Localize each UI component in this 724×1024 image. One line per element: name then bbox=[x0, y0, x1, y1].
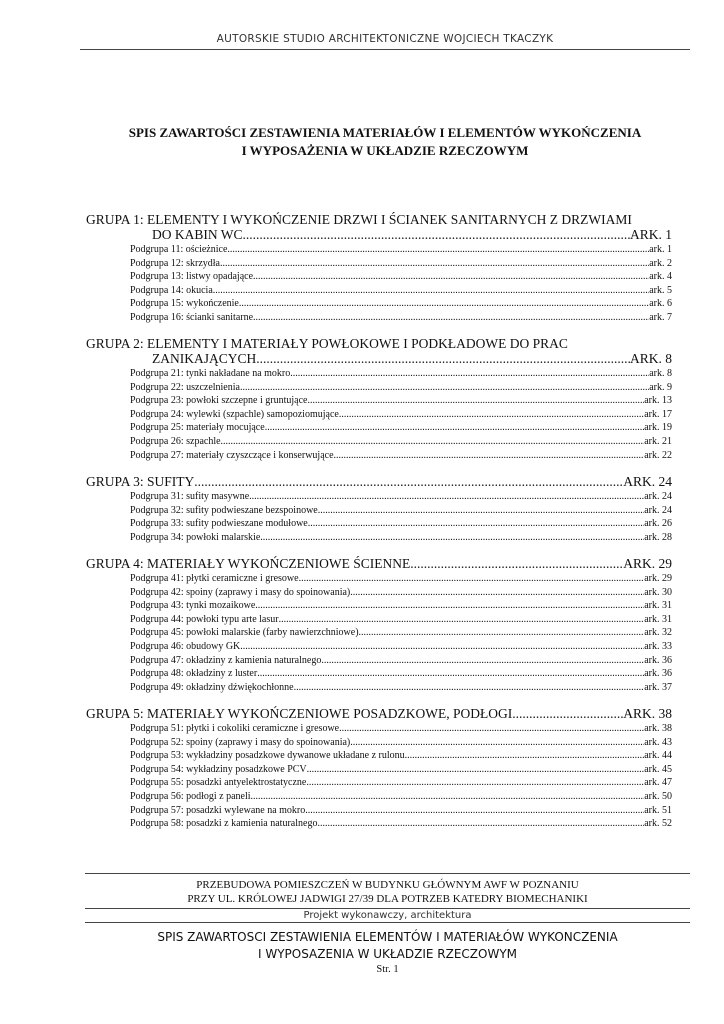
subgroup-row bbox=[86, 586, 672, 600]
project-name bbox=[85, 874, 690, 908]
subgroup-list bbox=[86, 572, 672, 694]
dot-leader bbox=[299, 572, 645, 586]
group-page-ref: ARK. 38 bbox=[623, 706, 672, 722]
group-heading bbox=[86, 336, 672, 351]
group-heading-text: GRUPA 3: SUFITY bbox=[86, 474, 195, 490]
group-page-ref: ARK. 24 bbox=[623, 474, 672, 490]
subgroup-label: Podgrupa 22: uszczelnienia bbox=[130, 381, 240, 393]
dot-leader bbox=[239, 297, 649, 311]
group-heading-text: ZANIKAJĄCYCH bbox=[152, 351, 257, 367]
dot-leader bbox=[321, 654, 644, 668]
subgroup-page-ref: ark. 24 bbox=[644, 504, 672, 516]
subgroup-label: Podgrupa 53: wykładziny posadzkowe dywanowe układane z rulonu bbox=[130, 750, 405, 762]
studio-header: AUTORSKIE STUDIO ARCHITEKTONICZNE WOJCIECH TKACZYK bbox=[216, 33, 554, 45]
dot-leader bbox=[260, 531, 644, 545]
subgroup-row bbox=[86, 449, 672, 463]
dot-leader bbox=[339, 408, 644, 422]
subgroup-row bbox=[86, 394, 672, 408]
subgroup-label: Podgrupa 44: powłoki typu arte lasur bbox=[130, 613, 279, 625]
subgroup-row bbox=[86, 626, 672, 640]
dot-leader bbox=[240, 381, 649, 395]
subgroup-page-ref: ark. 37 bbox=[644, 681, 672, 693]
subgroup-row bbox=[86, 599, 672, 613]
subgroup-page-ref: ark. 24 bbox=[644, 491, 672, 503]
subgroup-page-ref: ark. 36 bbox=[644, 654, 672, 666]
dot-leader bbox=[257, 667, 644, 681]
subgroup-label: Podgrupa 27: materiały czyszczące i konserwujące bbox=[130, 449, 334, 461]
subgroup-label: Podgrupa 13: listwy opadające bbox=[130, 271, 254, 283]
subgroup-row bbox=[86, 572, 672, 586]
group-heading-text: GRUPA 1: ELEMENTY I WYKOŃCZENIE DRZWI I ŚCIANEK SANITARNYCH Z DRZWIAMI bbox=[86, 212, 632, 227]
subgroup-page-ref: ark. 32 bbox=[644, 627, 672, 639]
group-heading bbox=[86, 212, 672, 227]
subgroup-page-ref: ark. 30 bbox=[644, 586, 672, 598]
dot-leader bbox=[279, 613, 645, 627]
subgroup-label: Podgrupa 48: okładziny z luster bbox=[130, 668, 258, 680]
dot-leader bbox=[350, 586, 644, 600]
group-heading bbox=[86, 474, 672, 489]
subgroup-page-ref: ark. 1 bbox=[649, 244, 672, 255]
dot-leader bbox=[410, 556, 623, 571]
subgroup-label: Podgrupa 26: szpachle bbox=[130, 436, 221, 448]
dot-leader bbox=[213, 284, 649, 298]
dot-leader bbox=[339, 722, 644, 736]
drawing-title-line-2: I WYPOSAZENIA W UKŁADZIE RZECZOWYM bbox=[257, 947, 518, 961]
dot-leader bbox=[256, 351, 630, 366]
dot-leader bbox=[308, 517, 644, 531]
subgroup-page-ref: ark. 5 bbox=[649, 284, 672, 296]
subgroup-list bbox=[86, 243, 672, 324]
title-block bbox=[85, 873, 690, 976]
dot-leader bbox=[253, 311, 649, 325]
subgroup-label: Podgrupa 24: wylewki (szpachle) samopoziomujące bbox=[130, 408, 339, 420]
table-of-contents bbox=[86, 212, 672, 843]
subgroup-row bbox=[86, 654, 672, 668]
subgroup-row bbox=[86, 817, 672, 831]
subgroup-row bbox=[86, 243, 672, 257]
subgroup-list bbox=[86, 722, 672, 830]
group-heading-continuation bbox=[86, 227, 672, 242]
subgroup-page-ref: ark. 8 bbox=[649, 368, 672, 380]
subgroup-row bbox=[86, 257, 672, 271]
dot-leader bbox=[317, 817, 644, 831]
subgroup-page-ref: ark. 44 bbox=[644, 750, 672, 762]
group-heading-text: GRUPA 4: MATERIAŁY WYKOŃCZENIOWE ŚCIENNE bbox=[86, 556, 411, 572]
subgroup-label: Podgrupa 56: podłogi z paneli bbox=[130, 790, 251, 802]
dot-leader bbox=[221, 435, 645, 449]
dot-leader bbox=[194, 474, 623, 489]
header-divider bbox=[80, 49, 690, 50]
subgroup-row bbox=[86, 790, 672, 804]
dot-leader bbox=[220, 257, 649, 271]
toc-group bbox=[86, 474, 672, 544]
subgroup-row bbox=[86, 270, 672, 284]
subgroup-row bbox=[86, 531, 672, 545]
subgroup-page-ref: ark. 52 bbox=[644, 818, 672, 830]
dot-leader bbox=[334, 449, 645, 463]
dot-leader bbox=[255, 599, 644, 613]
dot-leader bbox=[350, 736, 644, 750]
subgroup-row bbox=[86, 517, 672, 531]
subgroup-label: Podgrupa 12: skrzydła bbox=[130, 257, 220, 269]
dot-leader bbox=[243, 227, 630, 242]
subgroup-row bbox=[86, 284, 672, 298]
subgroup-label: Podgrupa 58: posadzki z kamienia naturalnego bbox=[130, 818, 318, 830]
dot-leader bbox=[240, 640, 644, 654]
subgroup-row bbox=[86, 736, 672, 750]
subgroup-page-ref: ark. 45 bbox=[644, 763, 672, 775]
subgroup-label: Podgrupa 32: sufity podwieszane bezspoinowe bbox=[130, 504, 318, 516]
dot-leader bbox=[253, 270, 649, 284]
subgroup-row bbox=[86, 613, 672, 627]
subgroup-label: Podgrupa 47: okładziny z kamienia naturalnego bbox=[130, 654, 322, 666]
subgroup-list bbox=[86, 367, 672, 462]
subgroup-label: Podgrupa 55: posadzki antyelektrostatyczne bbox=[130, 777, 307, 789]
subgroup-label: Podgrupa 15: wykończenie bbox=[130, 298, 239, 310]
subgroup-page-ref: ark. 47 bbox=[644, 777, 672, 789]
subgroup-page-ref: ark. 28 bbox=[644, 531, 672, 543]
group-heading-text: GRUPA 2: ELEMENTY I MATERIAŁY POWŁOKOWE I PODKŁADOWE DO PRAC bbox=[86, 336, 568, 352]
subgroup-row bbox=[86, 681, 672, 695]
subgroup-page-ref: ark. 51 bbox=[644, 804, 672, 816]
dot-leader bbox=[290, 367, 649, 381]
project-name-line-2: PRZY UL. KRÓLOWEJ JADWIGI 27/39 DLA POTRZEB KATEDRY BIOMECHANIKI bbox=[187, 893, 588, 905]
group-page-ref: ARK. 1 bbox=[629, 227, 672, 242]
subgroup-row bbox=[86, 667, 672, 681]
subgroup-label: Podgrupa 14: okucia bbox=[130, 284, 213, 296]
subgroup-label: Podgrupa 33: sufity podwieszane modułowe bbox=[130, 518, 308, 530]
project-stage: Projekt wykonawczy, architektura bbox=[85, 908, 690, 923]
subgroup-page-ref: ark. 50 bbox=[644, 790, 672, 802]
subgroup-label: Podgrupa 51: płytki i cokoliki ceramiczne i gresowe bbox=[130, 723, 340, 735]
subgroup-label: Podgrupa 49: okładziny dźwiękochłonne bbox=[130, 681, 294, 693]
subgroup-row bbox=[86, 381, 672, 395]
dot-leader bbox=[306, 776, 644, 790]
subgroup-label: Podgrupa 54: wykładziny posadzkowe PCV bbox=[130, 763, 307, 775]
subgroup-page-ref: ark. 19 bbox=[644, 422, 672, 434]
toc-group bbox=[86, 212, 672, 324]
dot-leader bbox=[251, 790, 645, 804]
subgroup-label: Podgrupa 43: tynki mozaikowe bbox=[130, 600, 256, 612]
subgroup-label: Podgrupa 31: sufity masywne bbox=[130, 491, 250, 503]
project-name-line-1: PRZEBUDOWA POMIESZCZEŃ W BUDYNKU GŁÓWNYM AWF W POZNANIU bbox=[196, 879, 579, 891]
toc-group bbox=[86, 706, 672, 830]
subgroup-label: Podgrupa 41: płytki ceramiczne i gresowe bbox=[130, 573, 299, 585]
group-heading-continuation bbox=[86, 351, 672, 366]
group-heading bbox=[86, 706, 672, 721]
subgroup-label: Podgrupa 52: spoiny (zaprawy i masy do spoinowania) bbox=[130, 736, 351, 748]
subgroup-page-ref: ark. 31 bbox=[644, 600, 672, 612]
subgroup-row bbox=[86, 749, 672, 763]
subgroup-page-ref: ark. 17 bbox=[644, 408, 672, 420]
subgroup-page-ref: ark. 21 bbox=[644, 436, 672, 448]
subgroup-page-ref: ark. 2 bbox=[649, 257, 672, 269]
subgroup-label: Podgrupa 42: spoiny (zaprawy i masy do spoinowania) bbox=[130, 586, 351, 598]
subgroup-label: Podgrupa 57: posadzki wylewane na mokro bbox=[130, 804, 306, 816]
subgroup-label: Podgrupa 11: ościeżnice bbox=[130, 244, 228, 255]
dot-leader bbox=[249, 490, 644, 504]
group-page-ref: ARK. 29 bbox=[623, 556, 672, 572]
dot-leader bbox=[318, 504, 644, 518]
subgroup-row bbox=[86, 804, 672, 818]
subgroup-page-ref: ark. 29 bbox=[644, 573, 672, 585]
drawing-title bbox=[85, 929, 690, 963]
subgroup-page-ref: ark. 43 bbox=[644, 736, 672, 748]
toc-group bbox=[86, 556, 672, 694]
subgroup-page-ref: ark. 4 bbox=[649, 271, 672, 283]
subgroup-row bbox=[86, 297, 672, 311]
subgroup-label: Podgrupa 45: powłoki malarskie (farby nawierzchniowe) bbox=[130, 627, 359, 639]
subgroup-row bbox=[86, 640, 672, 654]
group-heading-text: GRUPA 5: MATERIAŁY WYKOŃCZENIOWE POSADZKOWE, PODŁOGI bbox=[86, 706, 513, 722]
subgroup-row bbox=[86, 776, 672, 790]
subgroup-page-ref: ark. 38 bbox=[644, 723, 672, 735]
subgroup-row bbox=[86, 504, 672, 518]
document-title bbox=[80, 124, 690, 160]
document-title-line-1: SPIS ZAWARTOŚCI ZESTAWIENIA MATERIAŁÓW I ELEMENTÓW WYKOŃCZENIA bbox=[128, 125, 642, 140]
subgroup-row bbox=[86, 490, 672, 504]
subgroup-page-ref: ark. 7 bbox=[649, 311, 672, 323]
group-page-ref: ARK. 8 bbox=[629, 351, 672, 367]
subgroup-page-ref: ark. 26 bbox=[644, 518, 672, 530]
subgroup-list bbox=[86, 490, 672, 544]
dot-leader bbox=[512, 706, 623, 721]
subgroup-page-ref: ark. 6 bbox=[649, 298, 672, 310]
dot-leader bbox=[307, 763, 645, 777]
subgroup-row bbox=[86, 421, 672, 435]
dot-leader bbox=[227, 243, 649, 257]
dot-leader bbox=[265, 421, 645, 435]
subgroup-row bbox=[86, 408, 672, 422]
subgroup-page-ref: ark. 13 bbox=[644, 395, 672, 407]
subgroup-row bbox=[86, 763, 672, 777]
subgroup-row bbox=[86, 722, 672, 736]
subgroup-page-ref: ark. 9 bbox=[649, 381, 672, 393]
document-title-line-2: I WYPOSAŻENIA W UKŁADZIE RZECZOWYM bbox=[241, 143, 529, 158]
subgroup-label: Podgrupa 21: tynki nakładane na mokro bbox=[130, 368, 291, 380]
group-heading-text: DO KABIN WC bbox=[152, 227, 243, 242]
dot-leader bbox=[405, 749, 645, 763]
dot-leader bbox=[305, 804, 644, 818]
dot-leader bbox=[359, 626, 645, 640]
dot-leader bbox=[294, 681, 645, 695]
page-number: Str. 1 bbox=[376, 964, 399, 975]
subgroup-row bbox=[86, 367, 672, 381]
subgroup-label: Podgrupa 16: ścianki sanitarne bbox=[130, 311, 254, 323]
subgroup-page-ref: ark. 22 bbox=[644, 449, 672, 461]
dot-leader bbox=[307, 394, 644, 408]
subgroup-label: Podgrupa 46: obudowy GK bbox=[130, 641, 241, 653]
subgroup-page-ref: ark. 33 bbox=[644, 641, 672, 653]
toc-group bbox=[86, 336, 672, 462]
subgroup-row bbox=[86, 311, 672, 325]
subgroup-row bbox=[86, 435, 672, 449]
subgroup-label: Podgrupa 34: powłoki malarskie bbox=[130, 531, 261, 543]
subgroup-page-ref: ark. 36 bbox=[644, 668, 672, 680]
drawing-title-line-1: SPIS ZAWARTOSCI ZESTAWIENIA ELEMENTÓW I MATERIAŁÓW WYKONCZENIA bbox=[157, 930, 618, 944]
subgroup-label: Podgrupa 23: powłoki szczepne i gruntujące bbox=[130, 395, 308, 407]
subgroup-page-ref: ark. 31 bbox=[644, 613, 672, 625]
subgroup-label: Podgrupa 25: materiały mocujące bbox=[130, 422, 265, 434]
group-heading bbox=[86, 556, 672, 571]
